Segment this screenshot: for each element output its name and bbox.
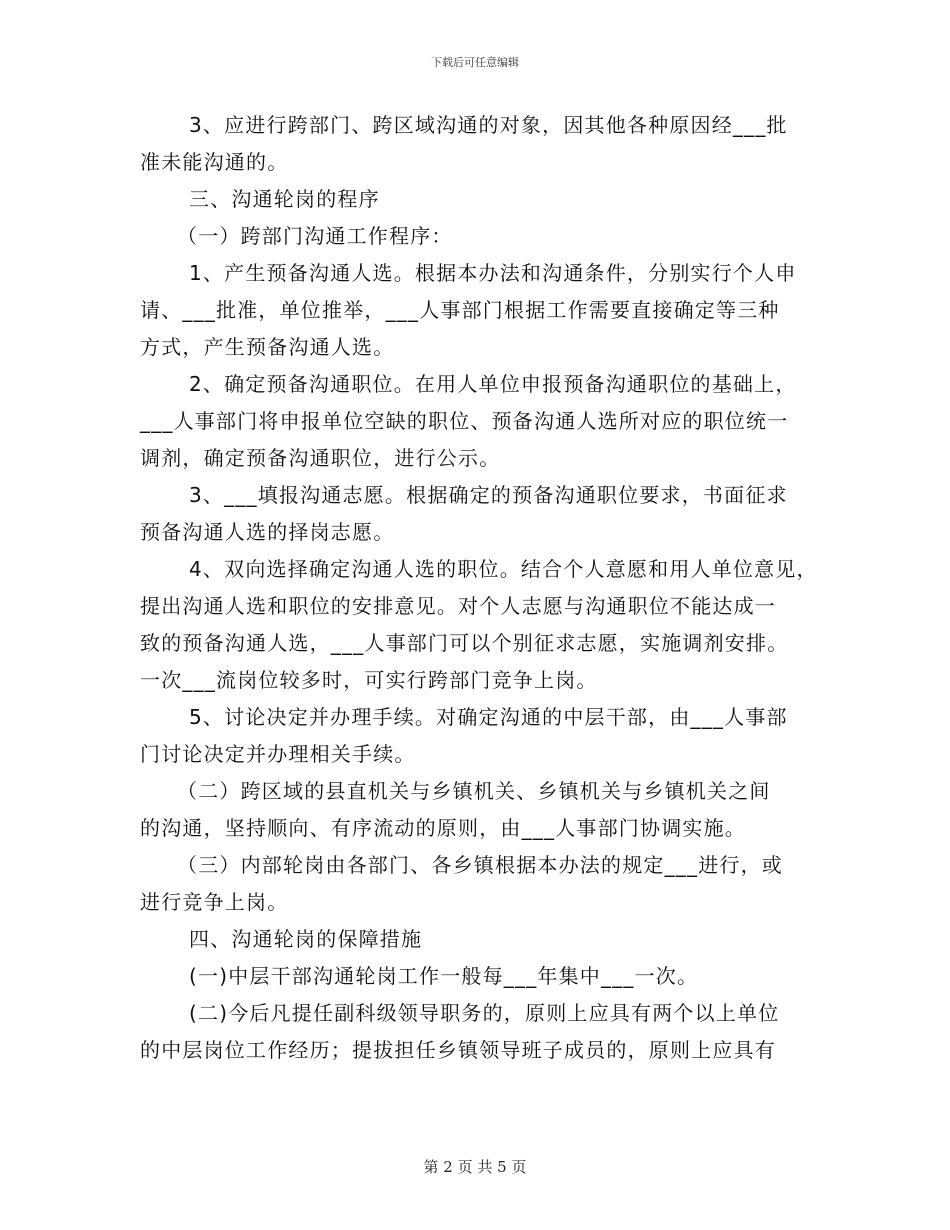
paragraph-line: 提出沟通人选和职位的安排意见。对个人志愿与沟通职位不能达成一 — [140, 594, 776, 618]
paragraph-line: (一)中层干部沟通轮岗工作一般每___年集中___一次。 — [189, 964, 699, 988]
paragraph-line: 4、双向选择确定沟通人选的职位。结合个人意愿和用人单位意见， — [189, 557, 818, 581]
paragraph-line: 1、产生预备沟通人选。根据本办法和沟通条件，分别实行个人申 — [189, 261, 797, 285]
paragraph-line: 3、___填报沟通志愿。根据确定的预备沟通职位要求，书面征求 — [189, 483, 788, 507]
paragraph-line: 2、确定预备沟通职位。在用人单位申报预备沟通职位的基础上， — [189, 372, 797, 396]
paragraph-line: 致的预备沟通人选，___人事部门可以个别征求志愿，实施调剂安排。 — [140, 631, 789, 655]
paragraph-line: 方式，产生预备沟通人选。 — [140, 335, 395, 359]
paragraph-line: 请、___批准，单位推举，___人事部门根据工作需要直接确定等三种 — [140, 298, 780, 322]
paragraph-line: 预备沟通人选的择岗志愿。 — [140, 520, 395, 544]
paragraph-line: (二)今后凡提任副科级领导职务的，原则上应具有两个以上单位 — [189, 1001, 780, 1025]
paragraph-line: 3、应进行跨部门、跨区域沟通的对象，因其他各种原因经___批 — [189, 113, 788, 137]
paragraph-line: ___人事部门将申报单位空缺的职位、预备沟通人选所对应的职位统一 — [140, 409, 789, 433]
paragraph-line: 的中层岗位工作经历；提拔担任乡镇领导班子成员的，原则上应具有 — [140, 1038, 776, 1062]
paragraph-line: 门讨论决定并办理相关手续。 — [140, 742, 416, 766]
paragraph-line: （三）内部轮岗由各部门、各乡镇根据本办法的规定___进行，或 — [177, 853, 783, 877]
paragraph-line: 一次___流岗位较多时，可实行跨部门竞争上岗。 — [140, 668, 598, 692]
paragraph-line: 进行竞争上岗。 — [140, 890, 289, 914]
page-footer: 第 2 页 共 5 页 — [423, 1158, 527, 1176]
paragraph-line: 调剂，确定预备沟通职位，进行公示。 — [140, 446, 501, 470]
page-header: 下载后可任意编辑 — [431, 56, 519, 69]
section-heading: 三、沟通轮岗的程序 — [189, 187, 380, 211]
paragraph-line: 5、讨论决定并办理手续。对确定沟通的中层干部，由___人事部 — [189, 705, 788, 729]
paragraph-line: 的沟通，坚持顺向、有序流动的原则，由___人事部门协调实施。 — [140, 816, 746, 840]
section-heading: 四、沟通轮岗的保障措施 — [189, 927, 423, 951]
document-body — [140, 107, 818, 1069]
paragraph-line: （二）跨区域的县直机关与乡镇机关、乡镇机关与乡镇机关之间 — [177, 779, 771, 803]
subsection-heading: （一）跨部门沟通工作程序： — [177, 224, 453, 248]
paragraph-line: 准未能沟通的。 — [140, 150, 289, 174]
